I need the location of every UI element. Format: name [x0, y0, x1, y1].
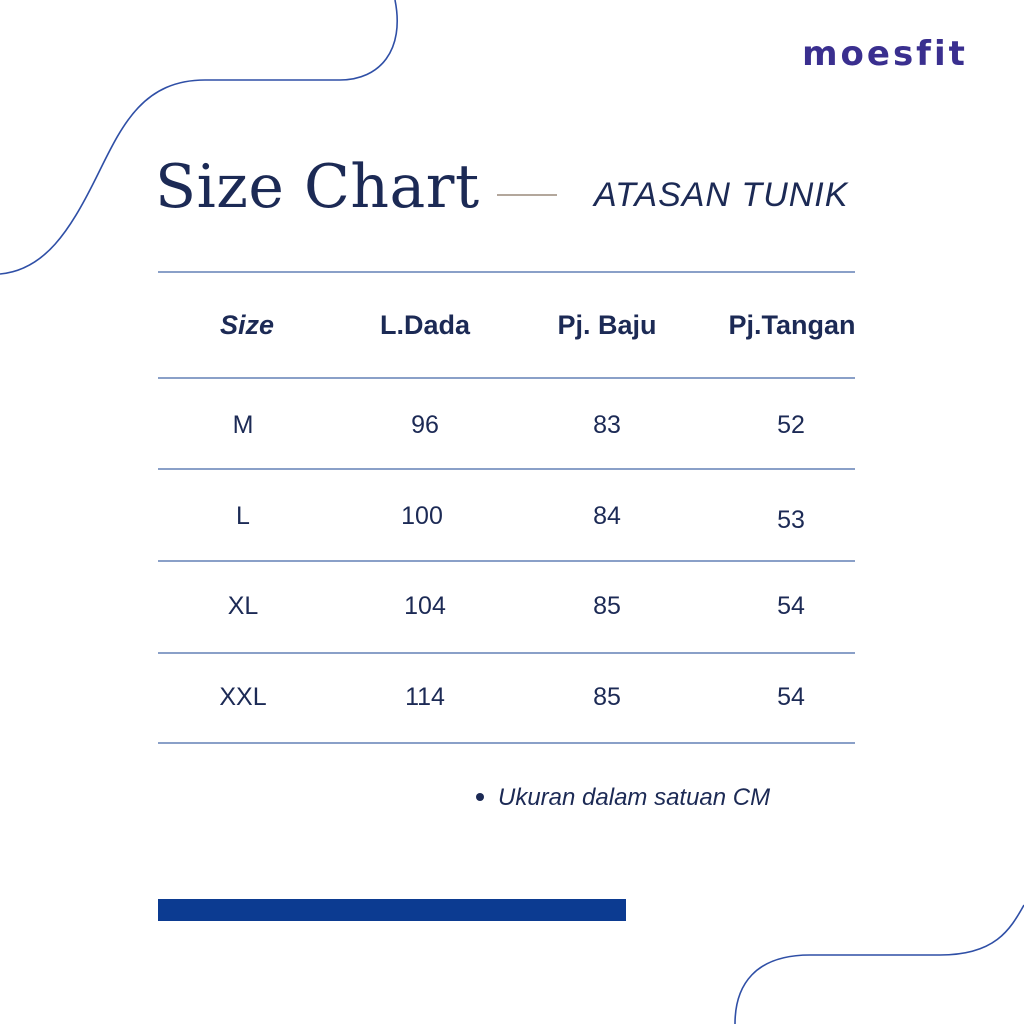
unit-note-text: Ukuran dalam satuan CM — [498, 784, 771, 811]
top-left-curve — [0, 0, 397, 274]
header-size: Size — [219, 310, 275, 340]
header-length: Pj. Baju — [557, 310, 657, 340]
unit-note — [476, 784, 770, 812]
cell-length: 84 — [593, 502, 621, 530]
table-rule — [158, 560, 855, 562]
cell-chest: 114 — [405, 683, 445, 711]
cell-size: L — [236, 502, 250, 530]
table-rule — [158, 377, 855, 379]
cell-chest: 104 — [404, 592, 446, 620]
cell-sleeve: 53 — [777, 506, 805, 534]
title-divider — [497, 194, 557, 196]
cell-length: 85 — [593, 683, 621, 711]
bullet-icon — [476, 793, 484, 801]
page-title: Size Chart — [155, 152, 480, 222]
table-rule — [158, 468, 855, 470]
header-sleeve: Pj.Tangan — [728, 310, 856, 340]
table-rule — [158, 742, 855, 744]
cell-size: XXL — [219, 683, 267, 711]
cell-length: 85 — [593, 592, 621, 620]
bottom-right-curve — [735, 905, 1024, 1024]
cell-sleeve: 54 — [777, 683, 805, 711]
page-subtitle: ATASAN TUNIK — [594, 176, 849, 214]
cell-size: XL — [227, 592, 259, 620]
cell-size: M — [232, 411, 254, 439]
table-rule — [158, 271, 855, 273]
brand-logo: moesfit — [802, 34, 968, 74]
header-chest: L.Dada — [379, 310, 471, 340]
accent-bar — [158, 899, 626, 921]
cell-chest: 96 — [411, 411, 439, 439]
cell-sleeve: 52 — [777, 411, 805, 439]
table-rule — [158, 652, 855, 654]
cell-length: 83 — [593, 411, 621, 439]
cell-chest: 100 — [401, 502, 443, 530]
cell-sleeve: 54 — [777, 592, 805, 620]
